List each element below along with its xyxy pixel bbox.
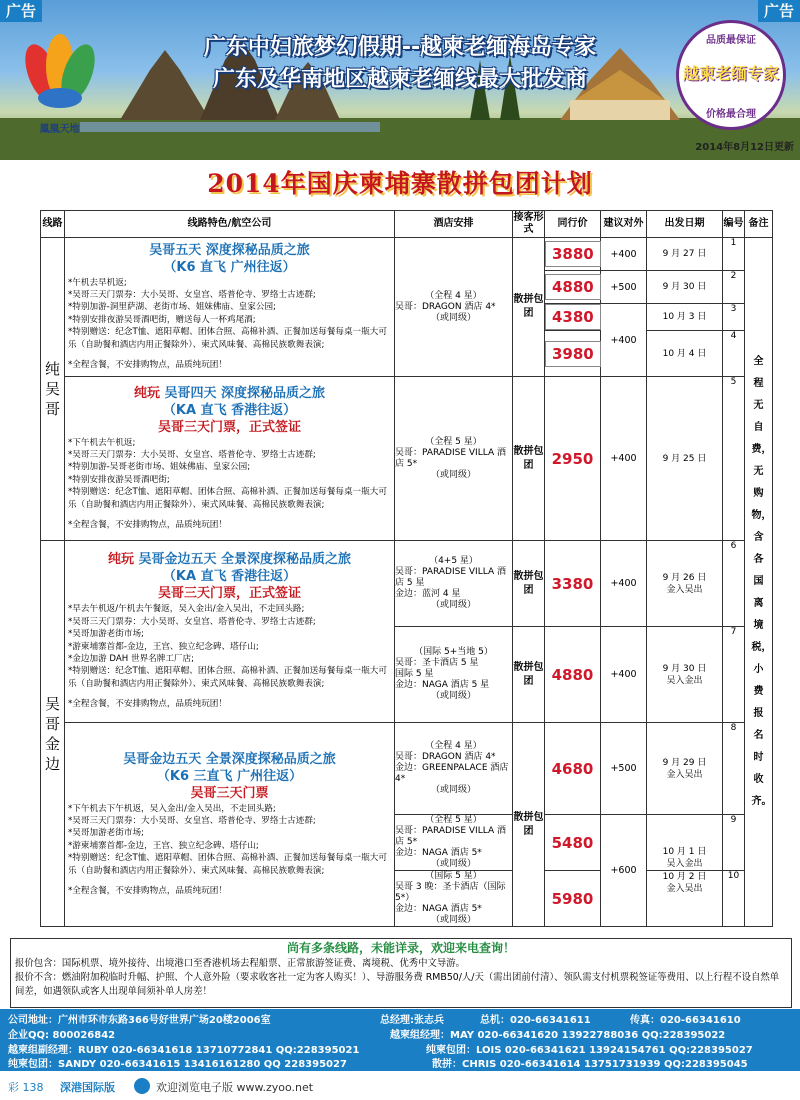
- detail-line: *金边加游 DAH 世界名牌工厂店;: [68, 654, 194, 664]
- category-wuge: 纯吴哥: [41, 238, 65, 541]
- number-cell: 9: [723, 815, 745, 871]
- th-date: 出发日期: [647, 211, 723, 238]
- route-4: [65, 723, 395, 927]
- contact-bar: [0, 1009, 800, 1071]
- route-tag: 纯玩: [107, 552, 134, 568]
- price: 3880: [545, 241, 601, 267]
- hotel-line: （国际 5+当地 5）: [414, 647, 493, 657]
- suggest-cell: +600: [601, 815, 647, 927]
- detail-line: *吴哥加游老街市场;: [68, 629, 144, 640]
- manager-may: 越柬组经理：MAY 020-66341620 13922788036 QQ:228395022: [390, 1030, 726, 1041]
- hotel-line: 金边：NAGA 酒店 5 星: [395, 680, 490, 690]
- address-label: 公司地址：: [8, 1015, 58, 1026]
- hotel-line: （或同级）: [430, 600, 476, 610]
- route-2: [65, 377, 395, 541]
- date-cell: 10 月 3 日: [647, 304, 723, 331]
- number-cell: 2: [723, 271, 745, 304]
- hotel-line: 金边：GREENPALACE 酒店 4*: [395, 763, 509, 784]
- route-flight: （KA 直飞 香港往返）: [162, 569, 297, 585]
- route-visa: 吴哥三天门票，正式签证: [157, 419, 301, 435]
- note-cell: [745, 238, 773, 927]
- price: 4880: [545, 274, 601, 300]
- price-cell: 4680: [545, 723, 601, 815]
- date-cell: [647, 871, 723, 927]
- th-type: 接客形式: [513, 211, 545, 238]
- page-number: 彩 138: [8, 1081, 44, 1094]
- suggest-cell: +400: [601, 304, 647, 377]
- type-cell: 散拼包团: [513, 541, 545, 627]
- route-flight: （K6 直飞 广州往返）: [163, 259, 296, 275]
- table-row: [41, 541, 773, 627]
- number-cell: 8: [723, 723, 745, 815]
- hotel-line: 吴哥：DRAGON 酒店 4*: [395, 301, 496, 312]
- price-cell: [545, 238, 601, 271]
- route-flight: （KA 直飞 香港往返）: [162, 402, 297, 418]
- detail-line: *特别安排夜游吴哥酒吧街;: [68, 474, 170, 485]
- banner: [0, 0, 800, 160]
- th-note: 备注: [745, 211, 773, 238]
- table-row: [41, 723, 773, 815]
- number-cell: 4: [723, 331, 745, 377]
- badge-bottom: 价格最合理: [706, 109, 756, 120]
- badge-top: 品质最保证: [706, 35, 756, 46]
- number-cell: 3: [723, 304, 745, 331]
- price-cell: 3380: [545, 541, 601, 627]
- price-cell: [545, 331, 601, 377]
- contact-sandy: 纯柬包团：SANDY 020-66341615 13416161280 QQ 228395027: [8, 1059, 347, 1070]
- route-title: [65, 385, 394, 402]
- hotel-cell: [395, 871, 513, 927]
- hotel-cell: [395, 723, 513, 815]
- fax: 传真：020-66341610: [630, 1015, 741, 1026]
- detail-line: *特别加游-洞里萨湖、老街市场、姐妹佛庙、皇家公园;: [68, 302, 276, 313]
- category-text: 吴哥 金边: [44, 694, 60, 773]
- price-cell: 2950: [545, 377, 601, 541]
- th-suggest: 建议对外: [601, 211, 647, 238]
- suggest-cell: +500: [601, 271, 647, 304]
- price: 4380: [545, 304, 601, 330]
- suggest-cell: +400: [601, 541, 647, 627]
- th-feature: 线路特色/航空公司: [65, 211, 395, 238]
- route-title: 吴哥五天 深度探秘品质之旅: [149, 242, 310, 258]
- detail-line: *吴哥加游老街市场;: [68, 828, 144, 839]
- hotel-line: 吴哥：PARADISE VILLA 酒店 5*: [395, 447, 506, 469]
- price-exclude: 报价不含：燃油附加税临时升幅、护照、个人意外险（要求收客社一定为客人购买！）、导游服务费 RMB50/人/天（需出团前付清）、领队需支付机票税签证等费用、以上行程不设自然单间差，如遇领队或客人出现单间须补单人房差！: [15, 972, 780, 997]
- number-cell: 7: [723, 627, 745, 723]
- detail-inclusion: *全程含餐，不安排购物点，品质纯玩团！: [68, 360, 227, 371]
- detail-line: *特别赠送：纪念T恤、遮阳草帽、团体合照、高棉补酒、正餐加送每餐每桌一瓶大可乐（自助餐和酒店内用正餐除外）、柬式风味餐、高棉民族歌舞表演;: [68, 487, 387, 510]
- address-row: [8, 1011, 271, 1026]
- header-row: [41, 211, 773, 238]
- company-qq: 企业QQ: 800026842: [8, 1030, 116, 1041]
- date: 9 月 30 日: [662, 663, 707, 674]
- number-cell: 10: [723, 871, 745, 927]
- price-include: 报价包含：国际机票、境外接待、出境港口至香港机场去程船票、正常旅游签证费、离境税、优秀中文导游。: [15, 958, 466, 969]
- hotel-line: （全程 5 星）: [425, 436, 482, 447]
- contact-lois: 纯柬包团：LOIS 020-66341621 13924154761 QQ:228395027: [426, 1045, 753, 1056]
- route-flight: （K6 三直飞 广州往返）: [156, 768, 303, 784]
- plan-title-text: 2014年国庆柬埔寨散拼包团计划: [207, 169, 593, 198]
- hotel-cell: [395, 377, 513, 541]
- date-cell: [647, 627, 723, 723]
- date-cell: 9 月 25 日: [647, 377, 723, 541]
- manager-ruby: 越柬组副经理：RUBY 020-66341618 13710772841 QQ:228395021: [8, 1045, 360, 1056]
- route-title: [65, 551, 394, 568]
- ad-tag-left: 广告: [0, 0, 42, 22]
- hotel-line: 吴哥：PARADISE VILLA 酒店 5 星: [395, 567, 506, 588]
- date: 10 月 2 日: [662, 872, 707, 882]
- category-wuge-jinbian: [41, 541, 65, 927]
- hotel-line: 吴哥：DRAGON 酒店 4*: [395, 752, 496, 762]
- banner-line-1: 广东中妇旅梦幻假期--越柬老缅海岛专家: [203, 35, 597, 60]
- hotel-line: （全程 5 星）: [425, 815, 482, 825]
- contact-chris: 散拼：CHRIS 020-66341614 13751731939 QQ:228395045: [432, 1059, 748, 1070]
- welcome-text: 欢迎浏览电子版 www.zyoo.net: [156, 1081, 314, 1094]
- detail-inclusion: *全程含餐，不安排购物点，品质纯玩团！: [68, 699, 227, 710]
- route-title: 吴哥金边五天 全景深度探秘品质之旅: [123, 751, 336, 767]
- date-cell: [647, 815, 723, 871]
- route-title-text: 吴哥金边五天 全景深度探秘品质之旅: [133, 552, 352, 568]
- hotel-line: 国际 5 星: [395, 669, 434, 679]
- more-routes-note: 尚有多条线路，未能详录，欢迎来电查询！: [286, 941, 515, 955]
- route-visa: 吴哥三天门票，正式签证: [157, 586, 301, 602]
- date-cell: [647, 723, 723, 815]
- update-date: 2014年8月12日更新: [695, 142, 794, 153]
- hotel-cell: [395, 815, 513, 871]
- hotel-line: 金边：NAGA 酒店 5*: [395, 904, 482, 914]
- hotel-cell: [395, 238, 513, 377]
- route-1: [65, 238, 395, 377]
- route-3: [65, 541, 395, 723]
- number-cell: 5: [723, 377, 745, 541]
- price-cell: [545, 304, 601, 331]
- hotel-line: （国际 5 星）: [425, 871, 482, 881]
- detail-line: *游柬埔寨首都-金边，王宫、独立纪念碑、塔仔山;: [68, 840, 259, 851]
- date: 10 月 1 日: [662, 847, 707, 857]
- banner-line-2: 广东及华南地区越柬老缅线最大批发商: [212, 67, 587, 92]
- route-title-text: 吴哥四天 深度探秘品质之旅: [159, 385, 326, 401]
- price-cell: 4880: [545, 627, 601, 723]
- detail-line: *特别安排夜游吴哥酒吧街，赠送每人一杯鸡尾酒;: [68, 314, 256, 325]
- hotel-line: （全程 4 星）: [425, 290, 482, 301]
- route-tag: 纯玩: [133, 385, 160, 401]
- hotel-line: 金边：NAGA 酒店 5*: [395, 848, 482, 858]
- detail-inclusion: *全程含餐，不安排购物点，品质纯玩团！: [68, 886, 227, 897]
- price-cell: 5980: [545, 871, 601, 927]
- plan-title: [0, 162, 800, 206]
- th-hotel: 酒店安排: [395, 211, 513, 238]
- badge-mid: 越柬老缅专家: [682, 64, 779, 83]
- detail-line: *吴哥三天门票券：大小吴哥、女皇宫、塔普伦寺、罗络士古迹群;: [68, 616, 316, 627]
- type-cell: 散拼包团: [513, 377, 545, 541]
- entry-exit: 金入吴出: [666, 884, 703, 894]
- number-cell: 6: [723, 541, 745, 627]
- suggest-cell: +500: [601, 723, 647, 815]
- date-cell: 10 月 4 日: [647, 331, 723, 377]
- th-price: 同行价: [545, 211, 601, 238]
- number-cell: 1: [723, 238, 745, 271]
- date: 9 月 26 日: [662, 572, 707, 583]
- detail-line: *吴哥三天门票券：大小吴哥、女皇宫、塔普伦寺、罗络士古迹群;: [68, 289, 316, 300]
- detail-line: *特别赠送：纪念T恤、遮阳草帽、团体合照、高棉补酒、正餐加送每餐每桌一瓶大可乐（自助餐和酒店内用正餐除外）、柬式风味餐、高棉民族歌舞表演;: [68, 666, 387, 689]
- main-phone: 总机：020-66341611: [480, 1015, 591, 1026]
- entry-exit: 金入吴出: [666, 584, 703, 595]
- globe-icon: [134, 1078, 150, 1094]
- route-visa: 吴哥三天门票: [190, 785, 269, 801]
- suggest-cell: +400: [601, 627, 647, 723]
- date-cell: 9 月 27 日: [647, 238, 723, 271]
- detail-inclusion: *全程含餐，不安排购物点，品质纯玩团！: [68, 520, 227, 531]
- entry-exit: 吴入金出: [666, 859, 703, 869]
- quality-badge: [676, 20, 786, 130]
- ad-tag-right: 广告: [758, 0, 800, 22]
- th-no: 编号: [723, 211, 745, 238]
- hotel-line: （4+5 星）: [429, 556, 478, 566]
- th-line: 线路: [41, 211, 65, 238]
- detail-line: *特别赠送：纪念T恤、遮阳草帽、团体合照、高棉补酒、正餐加送每餐每桌一瓶大可乐（自助餐和酒店内用正餐除外）、柬式风味餐、高棉民族歌舞表演;: [68, 853, 387, 876]
- type-cell: 散拼包团: [513, 238, 545, 377]
- detail-line: *下午机去下午机返，吴入金出/金入吴出，不走回头路;: [68, 803, 276, 814]
- hotel-line: （或同级）: [430, 915, 476, 925]
- detail-line: *特别赠送：纪念T恤、遮阳草帽、团体合照、高棉补酒、正餐加送每餐每桌一瓶大可乐（自助餐和酒店内用正餐除外）、柬式风味餐、高棉民族歌舞表演;: [68, 327, 387, 350]
- address: 广州市环市东路366号好世界广场20楼2006室: [58, 1015, 271, 1026]
- schedule-table: [40, 210, 773, 927]
- general-manager: 总经理:张志兵: [380, 1015, 444, 1026]
- hotel-line: （或同级）: [430, 691, 476, 701]
- magazine-name: 深港国际版: [60, 1081, 115, 1094]
- detail-line: *吴哥三天门票券：大小吴哥、女皇宫、塔普伦寺、罗络士古迹群;: [68, 449, 316, 460]
- hotel-line: （全程 4 星）: [425, 741, 482, 751]
- price-cell: [545, 271, 601, 304]
- type-cell: 散拼包团: [513, 723, 545, 927]
- hotel-line: （或同级）: [430, 785, 476, 795]
- note-text: 全程无自费，无购物，含各国离境税，小费报名时收齐。: [751, 356, 772, 807]
- table-row: [41, 377, 773, 541]
- suggest-cell: +400: [601, 377, 647, 541]
- hotel-line: 吴哥 3 晚：圣卡酒店（国际 5*）: [395, 882, 506, 903]
- price: 3980: [545, 341, 601, 367]
- detail-line: *午机去早机返;: [68, 277, 127, 288]
- hotel-cell: [395, 627, 513, 723]
- logo-text: 鳳凰天地: [39, 124, 80, 135]
- entry-exit: 吴入金出: [666, 675, 703, 686]
- page-bottom: [0, 1074, 800, 1100]
- hotel-line: 吴哥：圣卡酒店 5 星: [395, 658, 479, 668]
- hotel-line: （或同级）: [430, 469, 476, 480]
- detail-line: *游柬埔寨首都-金边，王宫、独立纪念碑、塔仔山;: [68, 641, 259, 652]
- detail-line: *下午机去午机返;: [68, 437, 136, 448]
- hotel-line: （或同级）: [430, 312, 476, 323]
- hotel-line: （或同级）: [430, 859, 476, 869]
- footer-box: [10, 938, 792, 1008]
- detail-line: *特别加游-吴哥老街市场、姐妹佛庙、皇家公园;: [68, 462, 251, 473]
- date: 9 月 29 日: [662, 757, 707, 768]
- price-cell: 5480: [545, 815, 601, 871]
- suggest-cell: +400: [601, 238, 647, 271]
- date-cell: [647, 541, 723, 627]
- table-row: [41, 238, 773, 271]
- detail-line: *吴哥三天门票券：大小吴哥、女皇宫、塔普伦寺、罗络士古迹群;: [68, 815, 316, 826]
- hotel-line: 吴哥：PARADISE VILLA 酒店 5*: [395, 826, 506, 847]
- hotel-line: 金边：蓝河 4 星: [395, 589, 461, 599]
- type-cell: 散拼包团: [513, 627, 545, 723]
- hotel-cell: [395, 541, 513, 627]
- entry-exit: 金入吴出: [666, 769, 703, 780]
- date-cell: 9 月 30 日: [647, 271, 723, 304]
- detail-line: *早去午机返/午机去午餐返，吴入金出/金入吴出，不走回头路;: [68, 604, 305, 615]
